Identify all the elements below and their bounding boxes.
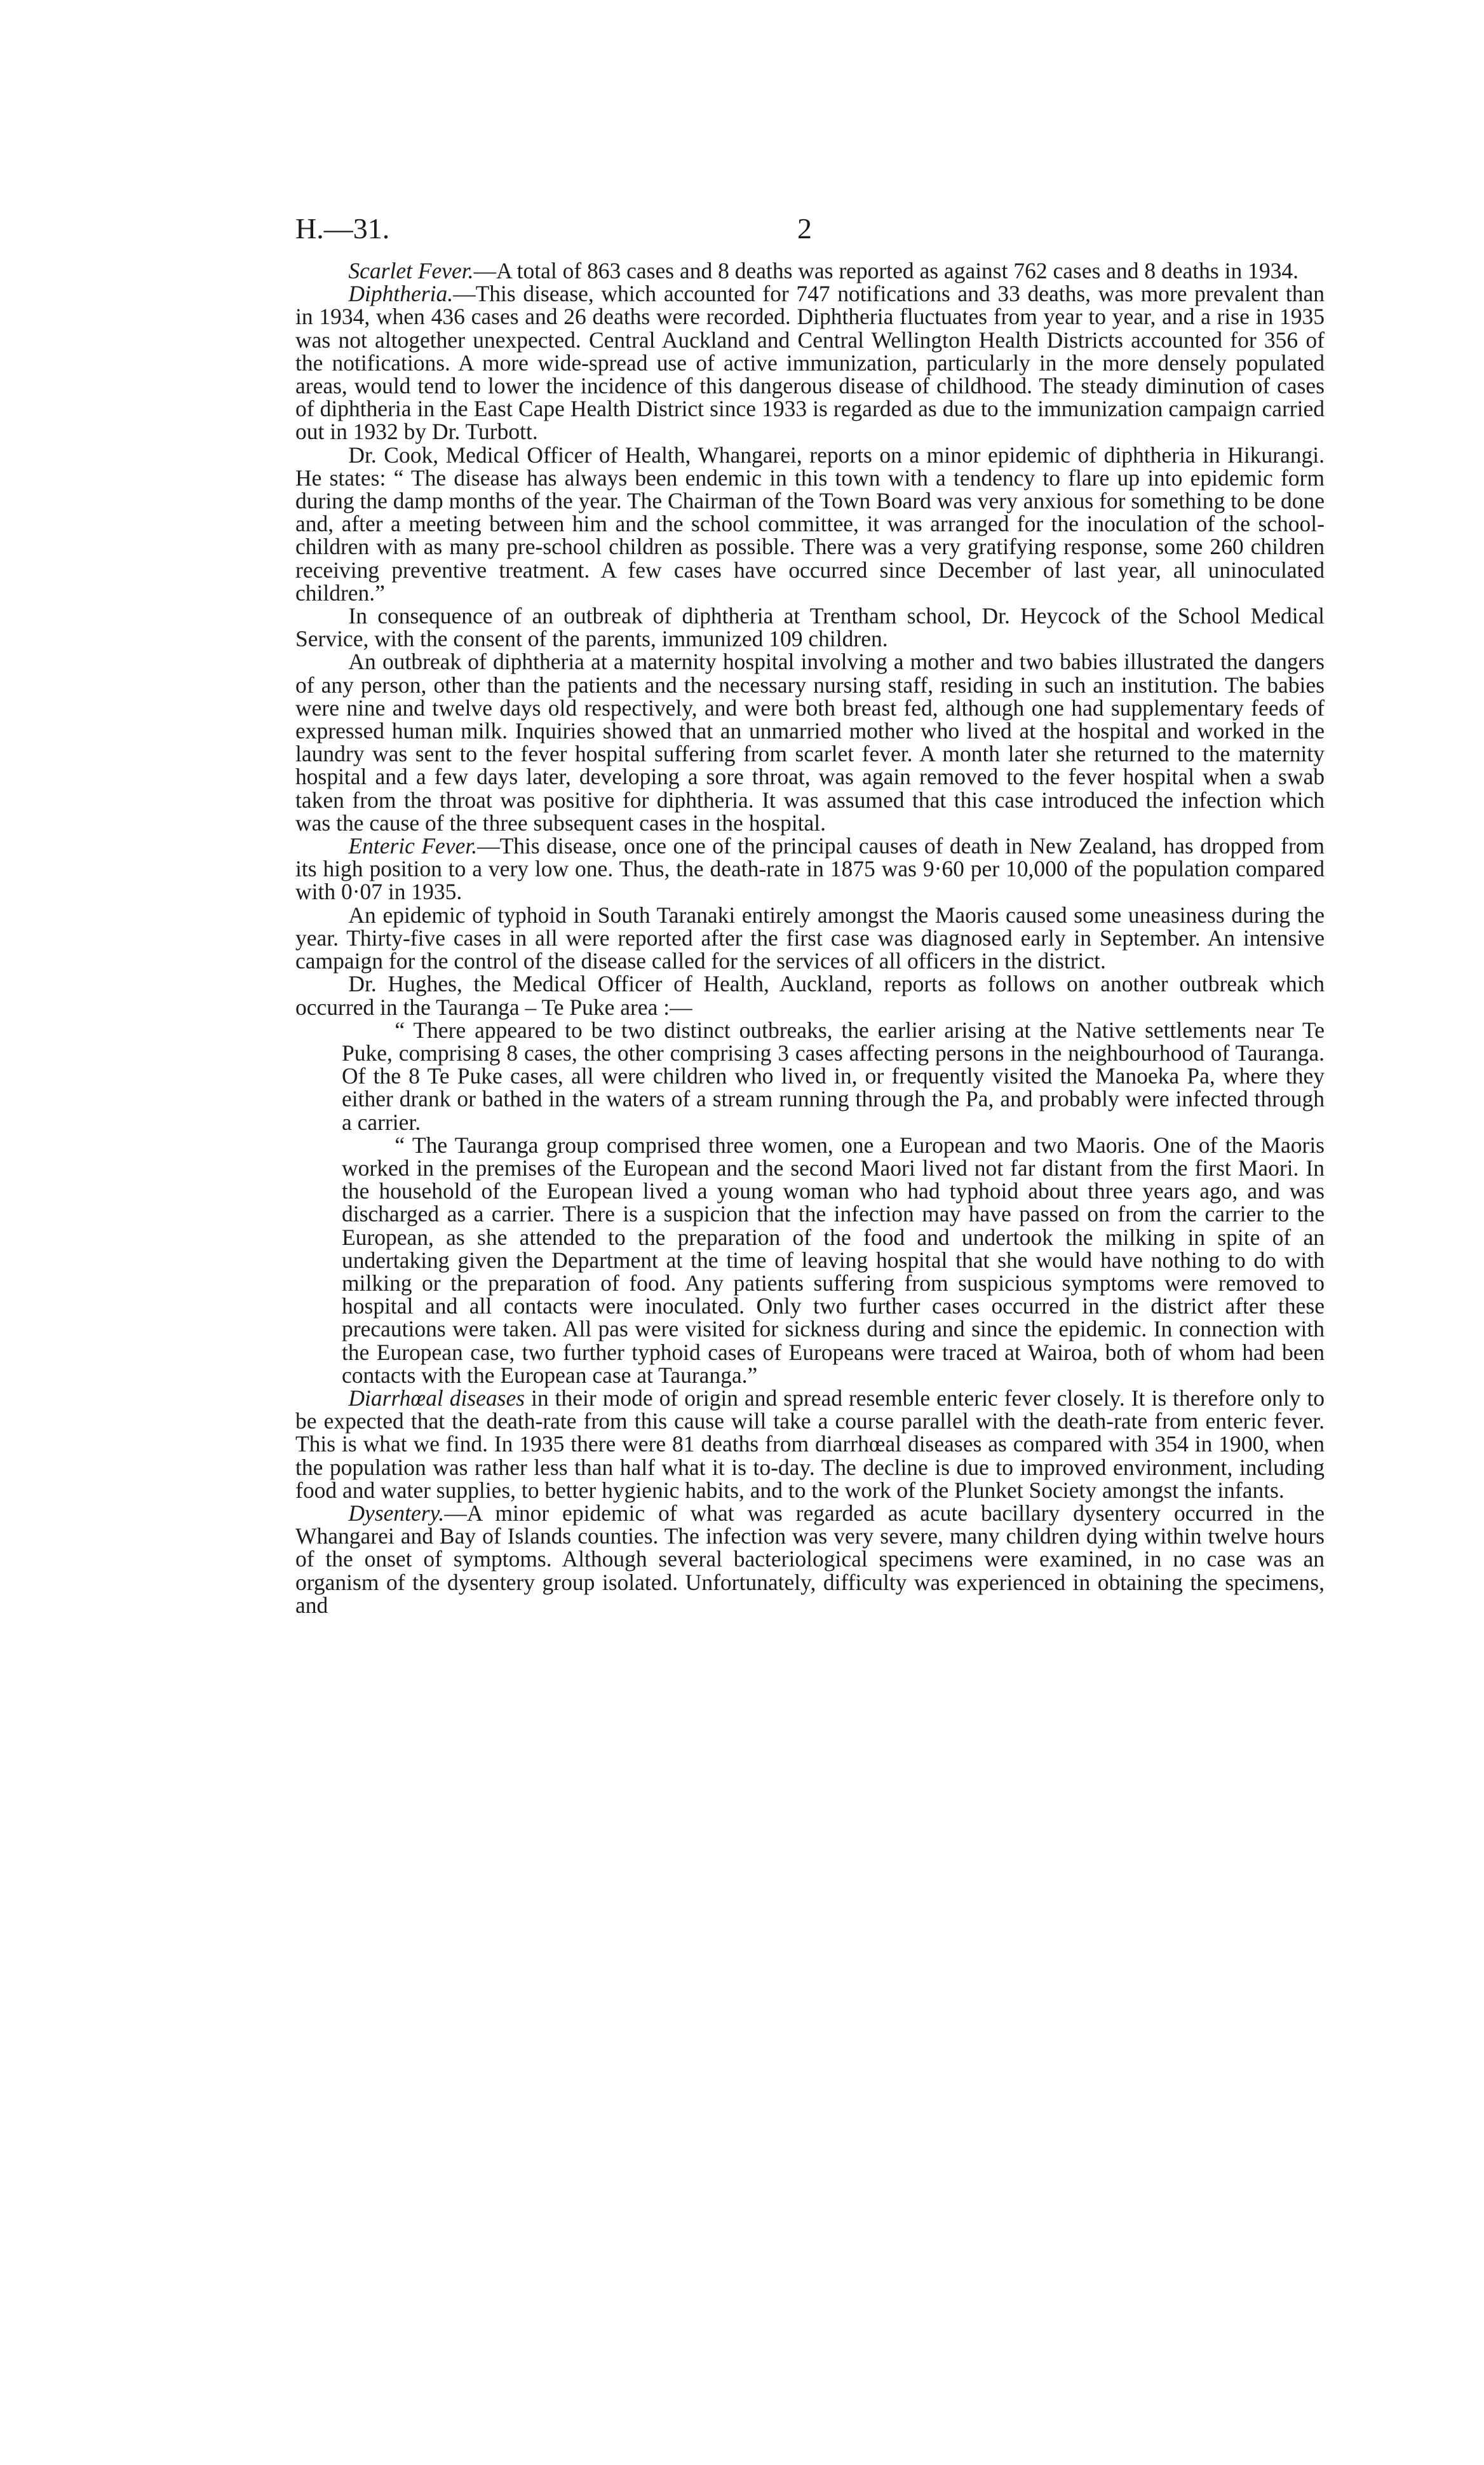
report-reference: H.—31.: [295, 212, 390, 245]
page-header: [295, 210, 1197, 248]
section-heading: Diarrhœal diseases: [348, 1385, 525, 1411]
quote-paragraph: “ There appeared to be two distinct outbreaks, the earlier arising at the Native settlements near Te Puke, comprising 8 cases, the other comprising 3 cases affecting persons in the neighbourhood of Tauranga. Of the 8 Te Puke cases, all were children who lived in, or frequently visited the Manoeka Pa, where they either drank or bathed in the waters of a stream running through the Pa, and probably were infected through a carrier.: [342, 1017, 1325, 1135]
document-body: [295, 259, 1325, 1617]
paragraph-cook-report: Dr. Cook, Medical Officer of Health, Whangarei, reports on a minor epidemic of diphtheria in Hikurangi. He states: “ The disease has always been endemic in this town with a tendency to flare up into epidemic form during the damp months of the year. The Chairman of the Town Board was very anxious for something to be done and, after a meeting between him and the school committee, it was arranged for the inoculation of the school-children with as many pre-school children as possible. There was a very gratifying response, some 260 children receiving preventive treatment. A few cases have occurred since December of last year, all uninoculated children.”: [295, 442, 1325, 606]
paragraph-maternity-outbreak: An outbreak of diphtheria at a maternity hospital involving a mother and two babies illustrated the dangers of any person, other than the patients and the necessary nursing staff, residing in such an institution. The babies were nine and twelve days old respectively, and were both breast fed, although one had supplementary feeds of expressed human milk. Inquiries showed that an unmarried mother who lived at the hospital and worked in the laundry was sent to the fever hospital suffering from scarlet fever. A month later she returned to the maternity hospital and a few days later, developing a sore throat, was again removed to the fever hospital when a swab taken from the throat was positive for diphtheria. It was assumed that this case introduced the infection which was the cause of the three subsequent cases in the hospital.: [295, 649, 1325, 836]
section-heading: Dysentery.: [348, 1500, 445, 1526]
paragraph-text: —A minor epidemic of what was regarded as acute bacillary dysentery occurred in the Whangarei and Bay of Islands counties. The infection was very severe, many children dying within twelve hours of the onset of symptoms. Although several bacteriological specimens were examined, in no case was an organism of the dysentery group isolated. Unfortunately, difficulty was experienced in obtaining the specimens, and: [295, 1500, 1325, 1618]
paragraph-text: —A total of 863 cases and 8 deaths was reported as against 762 cases and 8 deaths in 1934.: [473, 258, 1298, 283]
paragraph-dysentery: [295, 1502, 1325, 1617]
page-number: 2: [797, 212, 812, 245]
section-heading: Scarlet Fever.: [348, 258, 474, 283]
block-quote: [342, 1019, 1325, 1387]
paragraph-diphtheria: [295, 282, 1325, 443]
paragraph-text: —This disease, once one of the principal causes of death in New Zealand, has dropped from its high position to a very low one. Thus, the death-rate in 1875 was 9·60 per 10,000 of the population compared with 0·07 in 1935.: [295, 833, 1325, 905]
section-heading: Enteric Fever.: [348, 833, 478, 859]
quote-paragraph: “ The Tauranga group comprised three women, one a European and two Maoris. One of the Maoris worked in the premises of the European and the second Maori lived not far distant from the first Maori. In the household of the European lived a young woman who had typhoid about three years ago, and was discharged as a carrier. There is a suspicion that the infection may have passed on from the carrier to the European, as she attended to the preparation of the food and undertook the milking in spite of an undertaking given the Department at the time of leaving hospital that she would have nothing to do with milking or the preparation of food. Any patients suffering from suspicious symptoms were removed to hospital and all contacts were inoculated. Only two further cases occurred in the district after these precautions were taken. All pas were visited for sickness during and since the epidemic. In connection with the European case, two further typhoid cases of Europeans were traced at Wairoa, both of whom had been contacts with the European case at Tauranga.”: [342, 1132, 1325, 1388]
paragraph-hughes-report: Dr. Hughes, the Medical Officer of Health, Auckland, reports as follows on another outbreak which occurred in the Tauranga – Te Puke area :—: [295, 971, 1325, 1020]
paragraph-text: —This disease, which accounted for 747 notifications and 33 deaths, was more prevalent than in 1934, when 436 cases and 26 deaths were recorded. Diphtheria fluctuates from year to year, and a rise in 1935 was not altogether unexpected. Central Auckland and Central Wellington Health Districts accounted for 356 of the notifications. A more wide-spread use of active immunization, particularly in the more densely populated areas, would tend to lower the incidence of this dangerous disease of childhood. The steady diminution of cases of diphtheria in the East Cape Health District since 1933 is regarded as due to the immunization campaign carried out in 1932 by Dr. Turbott.: [295, 281, 1325, 445]
paragraph-diarrhoeal-diseases: [295, 1387, 1325, 1502]
paragraph-enteric-fever: [295, 834, 1325, 904]
paragraph-text: in their mode of origin and spread resemble enteric fever closely. It is therefore only to be expected that the death-rate from this cause will take a course parallel with the death-rate from enteric fever. This is what we find. In 1935 there were 81 deaths from diarrhœal diseases as compared with 354 in 1900, when the population was rather less than half what it is to-day. The decline is due to improved environment, including food and water supplies, to better hygienic habits, and to the work of the Plunket Society amongst the infants.: [295, 1385, 1325, 1503]
section-heading: Diphtheria.: [348, 281, 454, 307]
paragraph-trentham: In consequence of an outbreak of diphtheria at Trentham school, Dr. Heycock of the School Medical Service, with the consent of the parents, immunized 109 children.: [295, 603, 1325, 652]
paragraph-typhoid-taranaki: An epidemic of typhoid in South Taranaki entirely amongst the Maoris caused some uneasiness during the year. Thirty-five cases in all were reported after the first case was diagnosed early in September. An intensive campaign for the control of the disease called for the services of all officers in the district.: [295, 902, 1325, 974]
paragraph-scarlet-fever: [295, 259, 1325, 282]
